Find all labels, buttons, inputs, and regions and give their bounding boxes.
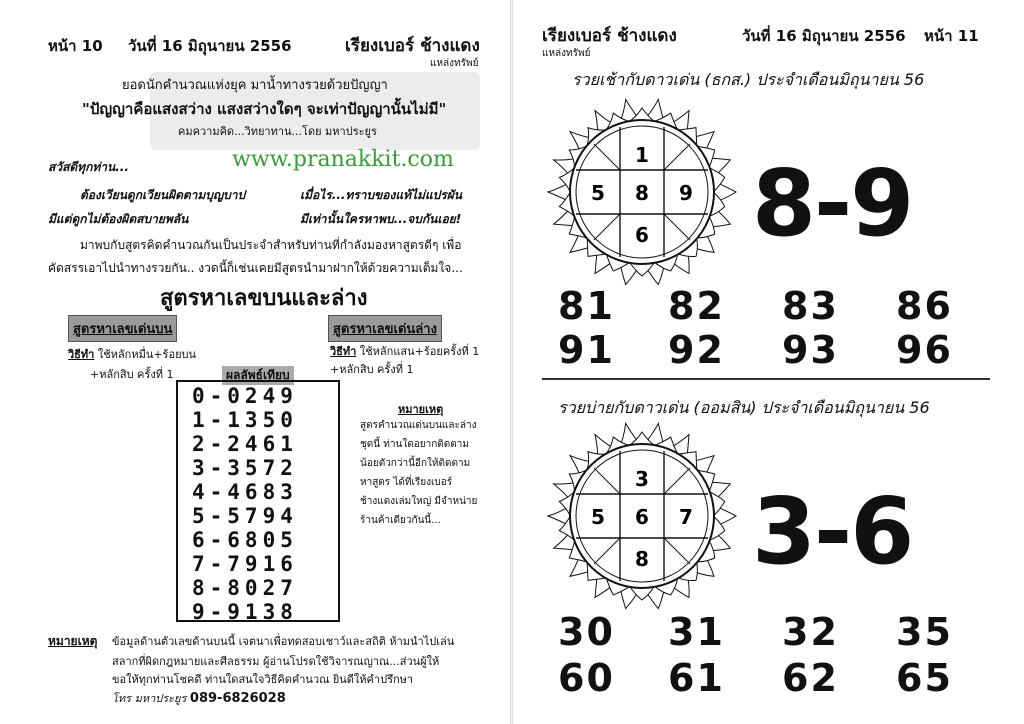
table-row: 6-6805 — [192, 528, 298, 552]
greeting: สวัสดีทุกท่าน... — [48, 160, 129, 174]
lucky-number: 82 — [668, 284, 725, 328]
result-table-title: ผลลัพธ์เทียบ — [222, 366, 294, 385]
featured-pair: 8-9 — [752, 150, 913, 257]
wheel-digit-center: 8 — [635, 181, 649, 205]
page-number: หน้า 10 — [48, 37, 103, 55]
wheel-digit-center: 6 — [635, 505, 649, 529]
note-line: หาสูตร ได้ที่เรียงเบอร์ — [360, 477, 453, 488]
formula-lower-method — [330, 342, 479, 360]
lucky-number: 93 — [782, 328, 839, 372]
watermark-url: www.pranakkit.com — [232, 147, 454, 172]
morning-section-title: รวยเช้ากับดาวเด่น (ธกส.) ประจำเดือนมิถุนายน 56 — [572, 70, 925, 89]
table-row: 7-7916 — [192, 552, 298, 576]
table-row: 5-5794 — [192, 504, 298, 528]
table-row: 3-3572 — [192, 456, 298, 480]
table-row: 8-8027 — [192, 576, 298, 600]
issue-date: วันที่ 16 มิถุนายน 2556 — [742, 27, 906, 45]
lucky-number: 86 — [896, 284, 953, 328]
paragraph-line: มาพบกับสูตรคิดคำนวณกันเป็นประจำสำหรับท่านที่กำลังมองหาสูตรดีๆ เพื่อ — [80, 238, 462, 252]
lucky-number: 62 — [782, 656, 839, 700]
note-line: ชุดนี้ ท่านใดอยากติดตาม — [360, 439, 469, 450]
brand-title: เรียงเบอร์ ช้างแดง — [345, 36, 480, 56]
intro-quote: "ปัญญาคือแสงสว่าง แสงสว่างใดๆ จะเท่าปัญญานั้นไม่มี" — [82, 100, 447, 118]
afternoon-section-title: รวยบ่ายกับดาวเด่น (ออมสิน) ประจำเดือนมิถุนายน 56 — [558, 398, 930, 417]
lucky-number: 35 — [896, 610, 953, 654]
footer-line: สลากที่ผิดกฎหมายและศีลธรรม ผู้อ่านโปรดใช้วิจารณญาณ...ส่วนผู้ให้ — [112, 655, 440, 668]
section-divider — [542, 378, 990, 380]
poem-line: มีเท่านั้นใครหาพบ...จบกันเอย! — [300, 212, 462, 226]
lucky-number: 60 — [558, 656, 615, 700]
phone-number: 089-6826028 — [189, 691, 286, 706]
featured-pair: 3-6 — [752, 478, 913, 585]
poem-line: มีแต่ดูกไม่ต้องผิดสบายพลัน — [48, 212, 189, 226]
table-row: 4-4683 — [192, 480, 298, 504]
lucky-number: 31 — [668, 610, 725, 654]
wheel-digit-left: 5 — [591, 505, 605, 529]
lucky-number: 61 — [668, 656, 725, 700]
lotus-wheel-icon — [542, 96, 742, 288]
footer-line: ขอให้ทุกท่านโชคดี ท่านใดสนใจวิธีคิดคำนวณ ยินดีให้คำปรึกษา — [112, 673, 414, 686]
formula-lower-method-line2: +หลักสิบ ครั้งที่ 1 — [330, 363, 414, 376]
lotus-wheel-icon — [542, 420, 742, 612]
table-row: 2-2461 — [192, 432, 298, 456]
wheel-digit-top: 1 — [635, 143, 649, 167]
note-line: น้อยตัวกว่านี้อีกให้ติดตาม — [360, 458, 471, 469]
note-line: ร้านค้าเดียวกันนี้... — [360, 515, 441, 526]
issue-date: วันที่ 16 มิถุนายน 2556 — [128, 37, 292, 55]
section-title: สูตรหาเลขบนและล่าง — [160, 286, 368, 311]
lucky-number: 96 — [896, 328, 953, 372]
contact-line — [112, 689, 286, 707]
formula-upper-heading: สูตรหาเลขเด่นบน — [68, 315, 177, 342]
lucky-number: 30 — [558, 610, 615, 654]
method-label: วิธีทำ — [68, 348, 95, 361]
formula-upper-method — [68, 345, 196, 363]
wheel-digit-bottom: 6 — [635, 223, 649, 247]
table-row: 1-1350 — [192, 408, 298, 432]
method-text: ใช้หลักแสน+ร้อยครั้งที่ 1 — [359, 345, 480, 358]
wheel-digit-left: 5 — [591, 181, 605, 205]
formula-lower-heading: สูตรหาเลขเด่นล่าง — [328, 315, 442, 342]
intro-line: ยอดนักคำนวณแห่งยุค มาน้ำทางรวยด้วยปัญญา — [122, 78, 388, 93]
lucky-number: 91 — [558, 328, 615, 372]
method-label: วิธีทำ — [330, 345, 357, 358]
paragraph-line: คัดสรรเอาไปนำทางรวยกัน.. งวดนี้ก็เช่นเคยมีสูตรนำมาฝากให้ด้วยความเต็มใจ... — [48, 261, 463, 275]
lucky-number: 32 — [782, 610, 839, 654]
note-heading: หมายเหตุ — [398, 403, 444, 416]
lucky-number: 92 — [668, 328, 725, 372]
lucky-number: 65 — [896, 656, 953, 700]
right-page — [512, 0, 1024, 724]
lucky-number: 83 — [782, 284, 839, 328]
result-table — [176, 380, 340, 622]
page-number: หน้า 11 — [924, 27, 979, 45]
note-line: ช้างแดงเล่มใหญ่ มีจำหน่าย — [360, 496, 478, 507]
table-row: 9-9138 — [192, 600, 298, 624]
table-row: 0-0249 — [192, 384, 298, 408]
note-line: สูตรคำนวณเด่นบนและล่าง — [360, 420, 477, 431]
brand-subtitle: แหล่งทรัพย์ — [430, 58, 479, 69]
formula-upper-method-line2: +หลักสิบ ครั้งที่ 1 — [90, 368, 174, 381]
wheel-digit-right: 9 — [679, 181, 693, 205]
poem-line: ต้องเวียนดูกเวียนผิดตามบุญบาป — [80, 188, 246, 202]
intro-byline: คมความคิด...วิทยาทาน...โดย มหาประยูร — [178, 125, 377, 138]
wheel-digit-top: 3 — [635, 467, 649, 491]
lucky-number: 81 — [558, 284, 615, 328]
footer-heading: หมายเหตุ — [48, 634, 98, 648]
method-text: ใช้หลักหมื่น+ร้อยบน — [97, 348, 197, 361]
brand-subtitle: แหล่งทรัพย์ — [542, 48, 591, 59]
wheel-digit-right: 7 — [679, 505, 693, 529]
phone-label: โทร มหาประยูร — [112, 692, 187, 705]
footer-line: ข้อมูลด้านตัวเลขด้านบนนี้ เจตนาเพื่อทดสอบเชาว์และสถิติ ห้ามนำไปเล่น — [112, 635, 455, 648]
wheel-digit-bottom: 8 — [635, 547, 649, 571]
brand-title: เรียงเบอร์ ช้างแดง — [542, 26, 677, 46]
poem-line: เมื่อไร...ทราบของแท้ไม่แปรผัน — [300, 188, 462, 202]
